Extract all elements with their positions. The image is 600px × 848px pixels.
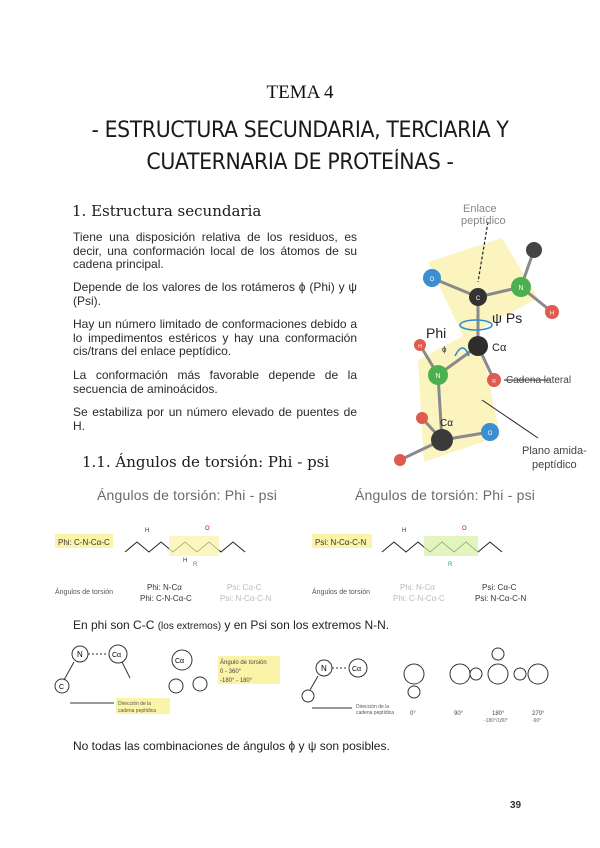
paragraph-2: Depende de los valores de los rotámeros ϕ (Phi) y ψ (Psi). bbox=[73, 280, 357, 308]
svg-text:N: N bbox=[435, 373, 441, 380]
svg-text:-180° - 180°: -180° - 180° bbox=[220, 678, 253, 684]
psi-label: ψ Ps bbox=[492, 310, 523, 326]
newman-projection-left bbox=[50, 640, 300, 725]
phi-label: Phi bbox=[426, 325, 447, 341]
torsion-diagram-phi bbox=[55, 510, 305, 610]
svg-text:Ángulos de torsión: Ángulos de torsión bbox=[55, 589, 113, 596]
plano-amida-label: Plano amida- bbox=[522, 445, 587, 457]
combinations-sentence: No todas las combinaciones de ángulos ϕ y ψ son posibles. bbox=[73, 739, 390, 753]
svg-text:C: C bbox=[59, 684, 65, 691]
svg-text:Cα: Cα bbox=[112, 652, 122, 659]
enlace-peptidico-label: Enlace bbox=[463, 203, 497, 215]
page-title-line-2: CUATERNARIA DE PROTEÍNAS - bbox=[146, 150, 454, 175]
svg-text:N: N bbox=[518, 285, 524, 292]
paragraph-3: Hay un número limitado de conformaciones debido a lo impedimentos estéricos y hay una conformación cis/trans del enlace peptídico. bbox=[73, 317, 357, 358]
svg-text:Phi: C-N-Cα-C: Phi: C-N-Cα-C bbox=[140, 594, 192, 603]
svg-text:ϕ: ϕ bbox=[442, 345, 447, 354]
extremes-sentence: En phi son C-C (los extremos) y en Psi son los extremos N-N. bbox=[73, 618, 390, 632]
svg-text:R: R bbox=[448, 562, 453, 568]
svg-text:H: H bbox=[183, 558, 188, 564]
svg-text:Cα: Cα bbox=[175, 658, 185, 665]
torsion-caption-right: Ángulos de torsión: Phi - psi bbox=[355, 487, 536, 503]
svg-text:Dirección de la: Dirección de la bbox=[356, 704, 390, 710]
page-title-line-1: - ESTRUCTURA SECUNDARIA, TERCIARIA Y bbox=[91, 118, 509, 143]
svg-text:0 - 360°: 0 - 360° bbox=[220, 669, 242, 675]
svg-text:Psi: Cα-C: Psi: Cα-C bbox=[482, 583, 517, 592]
torsion-caption-left: Ángulos de torsión: Phi - psi bbox=[97, 487, 278, 503]
chapter-label: TEMA 4 bbox=[266, 82, 334, 103]
svg-text:0°: 0° bbox=[410, 711, 416, 717]
torsion-diagram-psi bbox=[312, 510, 562, 610]
newman-projection-right bbox=[298, 640, 560, 725]
svg-text:cadena peptídica: cadena peptídica bbox=[356, 710, 395, 716]
svg-text:O: O bbox=[462, 526, 467, 532]
svg-text:H: H bbox=[418, 344, 422, 350]
paragraph-1: Tiene una disposición relativa de los residuos, es decir, una conformación local de los átomos de su cadena principal. bbox=[73, 230, 357, 271]
svg-text:H: H bbox=[402, 528, 407, 534]
svg-text:Cα: Cα bbox=[492, 342, 507, 354]
svg-text:O: O bbox=[205, 526, 210, 532]
svg-text:Psi: N-Cα-C-N: Psi: N-Cα-C-N bbox=[220, 594, 272, 603]
svg-text:C: C bbox=[475, 296, 481, 302]
svg-text:180°: 180° bbox=[492, 711, 505, 717]
peptide-molecule-figure bbox=[360, 200, 587, 480]
svg-text:-90°: -90° bbox=[532, 718, 542, 724]
page-number: 39 bbox=[510, 800, 522, 811]
svg-text:Psi: N-Cα-C-N: Psi: N-Cα-C-N bbox=[475, 594, 527, 603]
section-heading-angulos-torsion: 1.1. Ángulos de torsión: Phi - psi bbox=[82, 453, 330, 471]
svg-text:Cα: Cα bbox=[440, 418, 454, 429]
svg-text:N: N bbox=[321, 664, 327, 673]
svg-text:270°: 270° bbox=[532, 711, 545, 717]
svg-text:N: N bbox=[77, 650, 83, 659]
svg-text:Cα: Cα bbox=[352, 666, 362, 673]
svg-text:Dirección de la: Dirección de la bbox=[118, 701, 152, 707]
svg-text:Phi: N-Cα: Phi: N-Cα bbox=[147, 583, 182, 592]
svg-text:90°: 90° bbox=[454, 711, 464, 717]
svg-text:Phi: C-N-Cα-C: Phi: C-N-Cα-C bbox=[393, 594, 445, 603]
svg-text:peptídico: peptídico bbox=[532, 459, 577, 471]
svg-text:H: H bbox=[145, 528, 150, 534]
svg-text:Phi: N-Cα: Phi: N-Cα bbox=[400, 583, 435, 592]
svg-text:Phi: C-N-Cα-C: Phi: C-N-Cα-C bbox=[58, 538, 110, 547]
svg-text:R: R bbox=[492, 379, 496, 385]
svg-text:H: H bbox=[549, 311, 555, 317]
svg-text:cadena peptídica: cadena peptídica bbox=[118, 708, 157, 714]
svg-text:Psi: N-Cα-C-N: Psi: N-Cα-C-N bbox=[315, 538, 367, 547]
paragraph-4: La conformación más favorable depende de la secuencia de aminoácidos. bbox=[73, 368, 357, 396]
svg-text:Ángulo de torsión: Ángulo de torsión bbox=[220, 660, 267, 666]
svg-text:O: O bbox=[429, 277, 435, 283]
cadena-lateral-label: Cadena lateral bbox=[506, 375, 572, 386]
section-heading-estructura-secundaria: 1. Estructura secundaria bbox=[72, 202, 262, 220]
svg-text:O: O bbox=[487, 431, 493, 437]
paragraph-5: Se estabiliza por un número elevado de puentes de H. bbox=[73, 405, 357, 433]
svg-text:Ángulos de torsión: Ángulos de torsión bbox=[312, 589, 370, 596]
svg-text:-180°/180°: -180°/180° bbox=[484, 718, 508, 724]
svg-text:R: R bbox=[193, 562, 198, 568]
svg-text:peptídico: peptídico bbox=[461, 215, 506, 227]
svg-text:Psi: Cα-C: Psi: Cα-C bbox=[227, 583, 262, 592]
